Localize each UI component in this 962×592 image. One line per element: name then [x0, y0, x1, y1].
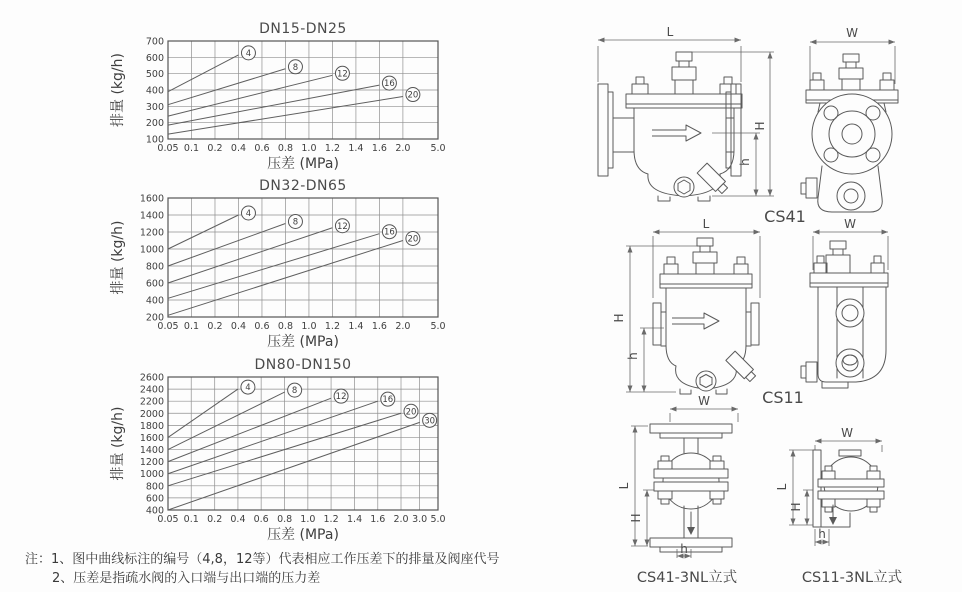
- curve-number: 4: [245, 383, 251, 394]
- curve-number: 8: [292, 62, 299, 73]
- flow-arrow-down: [829, 517, 837, 525]
- x-tick: 5.0: [430, 514, 446, 525]
- capacity-curve-8: [168, 224, 285, 267]
- flow-arrow: [672, 313, 719, 329]
- y-tick: 1800: [139, 420, 164, 432]
- curve-number: 8: [291, 386, 298, 397]
- y-tick: 1200: [139, 227, 164, 239]
- x-tick: 0.2: [207, 514, 223, 525]
- y-tick: 1200: [139, 457, 164, 469]
- y-tick: 600: [145, 52, 164, 64]
- dim-label-w: W: [844, 217, 856, 231]
- flow-arrow: [652, 125, 701, 141]
- curve-number: 20: [405, 407, 417, 418]
- caption-cs11-3nl: CS11-3NL立式: [801, 570, 903, 586]
- flow-arrow-down: [687, 527, 695, 535]
- x-tick: 0.05: [157, 514, 179, 525]
- dim-label-l: L: [617, 482, 631, 490]
- curve-number: 8: [292, 217, 299, 228]
- cs41-side-view: [801, 26, 898, 212]
- dim-label-l: L: [775, 483, 789, 491]
- x-tick: 2.0: [393, 514, 409, 525]
- side-port: [806, 178, 817, 198]
- curve-number: 16: [382, 395, 394, 406]
- curve-number: 12: [337, 221, 348, 232]
- x-tick: 0.8: [277, 514, 293, 525]
- x-tick: 5.0: [430, 321, 446, 332]
- x-tick: 1.2: [324, 143, 340, 154]
- x-tick: 0.05: [157, 321, 179, 332]
- dim-label-h-total: H: [753, 121, 767, 131]
- curve-number: 30: [424, 416, 436, 427]
- y-tick: 700: [145, 36, 164, 48]
- y-tick: 500: [145, 69, 164, 81]
- valve-drawings: [560, 0, 962, 592]
- inlet-wall: [813, 450, 821, 527]
- y-tick: 1000: [139, 244, 164, 256]
- cs11-3nl-vertical-view: [775, 426, 902, 586]
- drain-boss: [697, 163, 730, 196]
- caption-cs41-3nl: CS41-3NL立式: [636, 570, 738, 586]
- bottom-flange: [650, 538, 732, 547]
- x-tick: 2.0: [395, 321, 411, 332]
- x-tick: 1.4: [347, 514, 363, 525]
- y-axis-label: 排量 (kg/h): [110, 53, 126, 127]
- dim-label-w: W: [698, 394, 710, 408]
- y-tick: 400: [145, 295, 164, 307]
- drain-boss: [726, 351, 758, 383]
- x-tick: 0.4: [230, 143, 247, 154]
- x-tick: 1.6: [370, 514, 386, 525]
- x-axis-label: 压差 (MPa): [267, 527, 339, 543]
- y-tick: 1600: [139, 193, 164, 205]
- dim-label-h-lower: h: [626, 352, 640, 360]
- x-tick: 1.2: [323, 514, 339, 525]
- x-tick: 0.2: [207, 321, 223, 332]
- upper-port: [836, 299, 864, 327]
- curve-number: 12: [335, 392, 347, 403]
- top-flange: [650, 424, 732, 433]
- dim-label-w: W: [846, 26, 858, 40]
- x-tick: 0.4: [230, 514, 246, 525]
- x-tick: 5.0: [430, 143, 446, 154]
- curve-number: 4: [245, 48, 252, 59]
- cs11-front-view: [612, 217, 804, 407]
- chart-dn32-dn65: [109, 178, 446, 350]
- note-line-2: 2、压差是指疏水阀的入口端与出口端的压力差: [52, 571, 321, 586]
- y-tick: 2000: [139, 408, 164, 420]
- chart-title: DN15-DN25: [259, 21, 347, 37]
- x-tick: 1.4: [348, 321, 364, 332]
- x-tick: 1.6: [371, 143, 387, 154]
- top-cap: [839, 450, 861, 456]
- y-tick: 2400: [139, 384, 164, 396]
- x-tick: 0.1: [183, 143, 200, 154]
- dim-label-h: H: [629, 513, 643, 523]
- y-tick: 600: [145, 278, 164, 290]
- x-axis-label: 压差 (MPa): [267, 334, 339, 350]
- y-tick: 800: [145, 481, 164, 493]
- curve-number: 16: [383, 79, 395, 90]
- capacity-curve-8: [168, 69, 285, 105]
- capacity-curve-8: [168, 392, 285, 449]
- chart-title: DN80-DN150: [254, 357, 352, 373]
- x-tick: 0.1: [183, 321, 200, 332]
- dim-label-h: H: [789, 502, 803, 512]
- x-tick: 1.0: [300, 514, 316, 525]
- flange-face: [812, 94, 892, 174]
- chart-dn15-dn25: [109, 21, 446, 172]
- x-tick: 0.6: [254, 321, 270, 332]
- capacity-curve-30: [168, 422, 420, 510]
- y-tick: 400: [145, 85, 164, 97]
- dim-label-l: L: [666, 25, 674, 39]
- caption-cs11: CS11: [762, 388, 804, 407]
- y-tick: 2200: [139, 396, 164, 408]
- y-tick: 1000: [139, 469, 164, 481]
- curve-number: 20: [407, 234, 419, 245]
- curve-number: 4: [245, 209, 252, 219]
- y-tick: 300: [145, 101, 164, 113]
- chart-dn80-dn150: [109, 357, 446, 543]
- cs11-side-view: [801, 217, 888, 388]
- y-tick: 2600: [139, 372, 164, 384]
- dim-label-h-lower: h: [680, 542, 688, 556]
- y-tick: 200: [145, 312, 164, 324]
- side-port: [806, 362, 817, 382]
- dim-label-w: W: [841, 426, 853, 440]
- x-tick: 0.6: [253, 514, 269, 525]
- x-tick: 1.0: [301, 143, 317, 154]
- x-tick: 0.6: [254, 143, 270, 154]
- x-tick: 1.6: [371, 321, 387, 332]
- dim-label-h-lower: h: [738, 158, 752, 166]
- chart-title: DN32-DN65: [259, 178, 347, 194]
- x-tick: 1.4: [348, 143, 364, 154]
- y-tick: 1400: [139, 210, 164, 222]
- y-tick: 1400: [139, 445, 164, 457]
- x-tick: 1.2: [324, 321, 340, 332]
- x-tick: 0.2: [207, 143, 223, 154]
- x-tick: 1.0: [301, 321, 317, 332]
- lower-boss: [836, 349, 864, 377]
- lower-boss: [837, 182, 865, 210]
- x-tick: 0.1: [183, 514, 199, 525]
- note-line-1: 注：1、图中曲线标注的编号（4,8，12等）代表相应工作压差下的排量及阀座代号: [25, 552, 500, 567]
- mid-flange: [818, 479, 884, 487]
- x-tick: 0.4: [230, 321, 247, 332]
- y-tick: 800: [145, 261, 164, 273]
- mid-flange: [818, 491, 884, 499]
- x-tick: 0.8: [277, 321, 294, 332]
- curve-number: 12: [337, 69, 348, 80]
- y-axis-label: 排量 (kg/h): [110, 406, 126, 481]
- x-tick: 0.8: [277, 143, 294, 154]
- y-tick: 200: [145, 118, 164, 130]
- dim-label-h-lower: h: [818, 527, 826, 541]
- y-axis-label: 排量 (kg/h): [110, 220, 126, 295]
- x-axis-label: 压差 (MPa): [267, 156, 339, 172]
- mid-flange: [654, 482, 728, 491]
- cs41-3nl-vertical-view: [617, 394, 738, 586]
- curve-number: 16: [383, 227, 395, 238]
- cs41-front-view: [598, 25, 806, 226]
- dim-label-l: L: [702, 217, 710, 231]
- dim-label-h-total: H: [612, 313, 626, 323]
- y-tick: 1600: [139, 432, 164, 444]
- mid-flange: [654, 469, 728, 478]
- y-tick: 100: [145, 134, 164, 146]
- x-tick: 0.05: [157, 143, 179, 154]
- caption-cs41: CS41: [764, 207, 806, 226]
- y-tick: 400: [145, 505, 164, 517]
- x-tick: 2.0: [395, 143, 411, 154]
- y-tick: 600: [145, 493, 164, 505]
- curve-number: 20: [407, 90, 419, 101]
- capacity-curve-12: [168, 398, 331, 461]
- x-tick: 3.0: [412, 514, 428, 525]
